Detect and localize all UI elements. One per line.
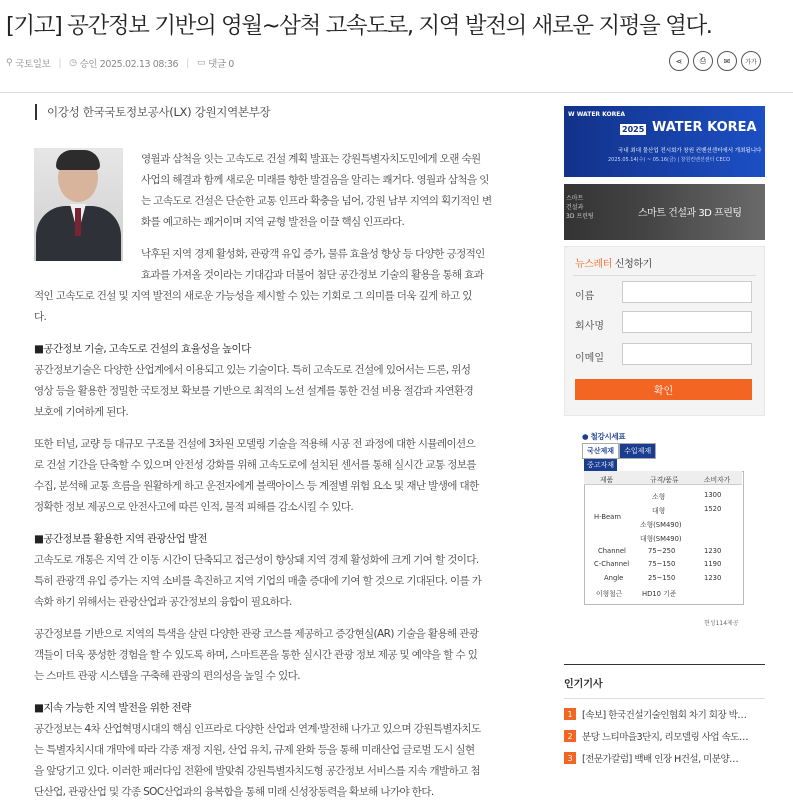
tab-imported[interactable]: 수입제재	[619, 443, 656, 459]
steel-product: Channel	[598, 547, 626, 555]
steel-title: ● 철강시세표	[582, 432, 626, 441]
right-sidebar	[564, 106, 765, 629]
email-label: 이메일	[575, 353, 604, 364]
steel-product: 이형철근	[596, 590, 623, 598]
popular-item-title[interactable]: [속보] 한국건설기술인협회 차기 회장 박…	[582, 710, 747, 721]
popular-rank: 3	[564, 752, 576, 764]
paragraph-line: 수집, 분석해 교통 흐름을 원활하게 하고 운전자에게 블랙아이스 등 계절별 위험 요소 및 재난 발생에 대한	[34, 480, 479, 492]
newsletter-title	[575, 255, 652, 270]
share-icon[interactable]: ⋖	[669, 51, 689, 71]
comment-icon: ▭	[196, 58, 206, 68]
paragraph-line: 공간정보는 4차 산업혁명시대의 핵심 인프라로 다양한 산업과 연계·발전해 나가고 있으며 강원특별자치도	[34, 723, 481, 735]
banner-dates: 2025.05.14(수) ~ 05.16(금) | 창원컨벤션센터 CECO	[608, 157, 731, 163]
steel-price: 1230	[704, 547, 722, 555]
steel-header-cell: 소비자가	[704, 476, 731, 484]
paragraph-line: 고속도로 개통은 지역 간 이동 시간이 단축되고 접근성이 향상돼 지역 경제 활성화에 크게 기여 할 것이다.	[34, 554, 479, 566]
newsletter-divider	[573, 275, 756, 276]
author-photo	[34, 148, 123, 261]
paragraph-line: 영상 등을 활용한 정밀한 국토정보 확보를 기반으로 최적의 노선 설계를 통한 건설 비용 절감과 자연환경	[34, 385, 474, 397]
person-icon: ⚲	[6, 58, 13, 68]
steel-header-cell: 규격/품류	[650, 476, 679, 484]
article-meta	[6, 56, 234, 70]
banner-logo: W WATER KOREA	[568, 111, 625, 118]
paragraph-line: 특히 관광객 유입 증가는 지역 소비를 촉진하고 지역 기업의 매출 증대에 기여 할 것으로 기대된다. 이를 가	[34, 575, 482, 587]
meta-divider: |	[186, 57, 189, 69]
paragraph-line: 는 스마트 관광 시스템을 구축해 관광의 편의성을 높일 수 있다.	[34, 670, 300, 682]
popular-item-title[interactable]: [전문가칼럼] 백배 인장 H건설, 미분양…	[582, 754, 739, 765]
print-icon[interactable]: ⎙	[693, 51, 713, 71]
steel-product: Angle	[604, 574, 624, 582]
meta-divider: |	[58, 57, 62, 69]
paragraph-line: 는 고속도로 건설은 단순한 교통 인프라 확충을 넘어, 강원 남부 지역의 획기적인 변	[141, 195, 492, 207]
steel-price: 1300	[704, 491, 722, 499]
steel-price: 1520	[704, 505, 722, 513]
popular-item[interactable]	[564, 751, 765, 765]
water-korea-banner[interactable]	[564, 106, 765, 177]
paragraph-line: 화를 예고하는 쾌거이며 지역 균형 발전을 이끌 핵심 인프라다.	[141, 216, 405, 228]
steel-spec: 75~250	[648, 547, 676, 555]
banner-text: 스마트 건설과 3D 프린팅	[638, 208, 742, 219]
banner-headline: WATER KOREA	[652, 120, 757, 135]
paragraph-line: 다.	[34, 311, 47, 323]
paragraph-line: 낙후된 지역 경제 활성화, 관광객 유입 증가, 물류 효율성 향상 등 다양한 긍정적인	[141, 248, 485, 260]
article-title: [기고] 공간정보 기반의 영월~삼척 고속도로, 지역 발전의 새로운 지평을 열다.	[6, 13, 712, 39]
section-heading: ■공간정보를 활용한 지역 관광산업 발전	[34, 533, 207, 545]
clock-icon: ◷	[69, 58, 77, 68]
name-input[interactable]	[622, 281, 752, 303]
section-heading: ■공간정보 기술, 고속도로 건설의 효율성을 높이다	[34, 343, 251, 355]
section-heading: ■지속 가능한 지역 발전을 위한 전략	[34, 702, 191, 714]
font-size-icon[interactable]: 가가	[741, 51, 761, 71]
paragraph-line: 보호에 기여하게 된다.	[34, 406, 129, 418]
steel-header-cell: 제품	[600, 476, 614, 484]
popular-title: 인기기사	[564, 679, 603, 690]
header-divider	[0, 92, 793, 93]
popular-rank: 2	[564, 730, 576, 742]
newsletter-title-accent: 뉴스레터	[575, 259, 613, 270]
steel-spec: 소형	[652, 493, 666, 501]
steel-price: 1190	[704, 560, 722, 568]
popular-item[interactable]	[564, 707, 765, 721]
tab-domestic[interactable]: 국산제재	[582, 443, 619, 459]
banner-subtitle: 국내 최대 물산업 전시회가 창원 컨벤션센터에서 개최됩니다	[618, 148, 762, 154]
newsletter-title-rest: 신청하기	[612, 259, 652, 270]
steel-spec: 대형	[652, 507, 666, 515]
steel-tabs	[582, 443, 656, 459]
banner-side-text: 스마트 건설과 3D 프린팅	[566, 195, 594, 220]
popular-articles	[564, 664, 765, 765]
author-byline: 이강성 한국국토정보공사(LX) 강원지역본부장	[35, 104, 524, 120]
tab-used[interactable]: 중고자재	[584, 459, 617, 471]
steel-spec: 대형(SM490)	[640, 535, 682, 543]
popular-rank: 1	[564, 708, 576, 720]
steel-product: C-Channel	[594, 560, 630, 568]
comment-count[interactable]: 댓글 0	[208, 59, 234, 70]
paragraph-line: 로 건설 기간을 단축할 수 있으며 안전성 강화를 위해 고속도로에 설치된 센서를 통해 실시간 교통 정보를	[34, 459, 476, 471]
newsletter-box	[564, 246, 765, 416]
steel-product: H-Beam	[594, 513, 621, 521]
publisher: 국토일보	[15, 59, 51, 70]
banner-year: 2025	[622, 125, 645, 134]
smart-construction-banner[interactable]	[564, 184, 765, 240]
steel-spec: 25~150	[648, 574, 676, 582]
company-input[interactable]	[622, 311, 752, 333]
steel-spec: 소형(SM490)	[640, 521, 682, 529]
email-icon[interactable]: ✉	[717, 51, 737, 71]
paragraph-line: 영월과 삼척을 잇는 고속도로 건설 계획 발표는 강원특별자치도민에게 오랜 숙원	[141, 153, 481, 165]
newsletter-submit-button[interactable]: 확인	[575, 379, 752, 400]
paragraph-line: 는 특별자치시대 개막에 따라 각종 재정 지원, 산업 유치, 규제 완화 등을 통해 미래산업 글로벌 도시 실현	[34, 744, 475, 756]
steel-price: 1230	[704, 574, 722, 582]
paragraph-line: 단산업, 관광산업 및 각종 SOC산업과의 융복합을 통해 미래 신성장동력을 확보해 나가야 한다.	[34, 786, 434, 798]
paragraph-line: 효과를 가져올 것이라는 기대감과 더불어 첨단 공간정보 기술의 활용을 통해 효과	[141, 269, 484, 281]
paragraph-line: 정확한 정보 제공으로 안전사고에 따른 인적, 물적 피해를 감소시킬 수 있다.	[34, 501, 354, 513]
popular-item[interactable]	[564, 729, 765, 743]
paragraph-line: 객들이 더욱 풍성한 경험을 할 수 있도록 하며, 스마트폰을 통한 실시간 관광 정보 제공 및 예약을 할 수 있	[34, 649, 478, 661]
popular-top-divider	[564, 664, 765, 665]
popular-item-title[interactable]: 분당 느티마을3단지, 리모델링 사업 속도…	[582, 732, 748, 743]
approved-date: 승인 2025.02.13 08:36	[79, 59, 179, 70]
paragraph-line: 또한 터널, 교량 등 대규모 구조물 건설에 3차원 모델링 기술을 적용해 시공 전 과정에 대한 시뮬레이션으	[34, 438, 476, 450]
paragraph-line: 적인 고속도로 건설 및 지역 발전의 새로운 가능성을 제시할 수 있는 기회로 그 의미를 더욱 깊게 하고 있	[34, 290, 472, 302]
paragraph-line: 을 앞당기고 있다. 이러한 패러다임 전환에 발맞춰 강원특별자치도형 공간정보 서비스를 지속 개발하고 첨	[34, 765, 480, 777]
paragraph-line: 공간정보기술은 다양한 산업계에서 이용되고 있는 기술이다. 특히 고속도로 건설에 있어서는 드론, 위성	[34, 364, 471, 376]
steel-spec: 75~150	[648, 560, 676, 568]
paragraph-line: 공간정보를 기반으로 지역의 특색을 살린 다양한 관광 코스를 제공하고 증강현실(AR) 기술을 활용해 관광	[34, 628, 479, 640]
steel-spec: HD10 기준	[642, 590, 677, 598]
company-label: 회사명	[575, 321, 604, 332]
email-input[interactable]	[622, 343, 752, 365]
steel-price-widget	[564, 431, 765, 629]
paragraph-line: 사업의 해결과 함께 새로운 미래를 향한 발걸음을 알리는 쾌거다. 영월과 삼척을 잇	[141, 174, 489, 186]
name-label: 이름	[575, 291, 595, 302]
article-body	[34, 104, 524, 803]
paragraph-line: 속화 하기 위해서는 관광산업과 공간정보의 융합이 필요하다.	[34, 596, 292, 608]
popular-divider	[564, 698, 765, 699]
steel-source: 현성114제공	[704, 620, 739, 627]
article-tools	[669, 51, 761, 71]
